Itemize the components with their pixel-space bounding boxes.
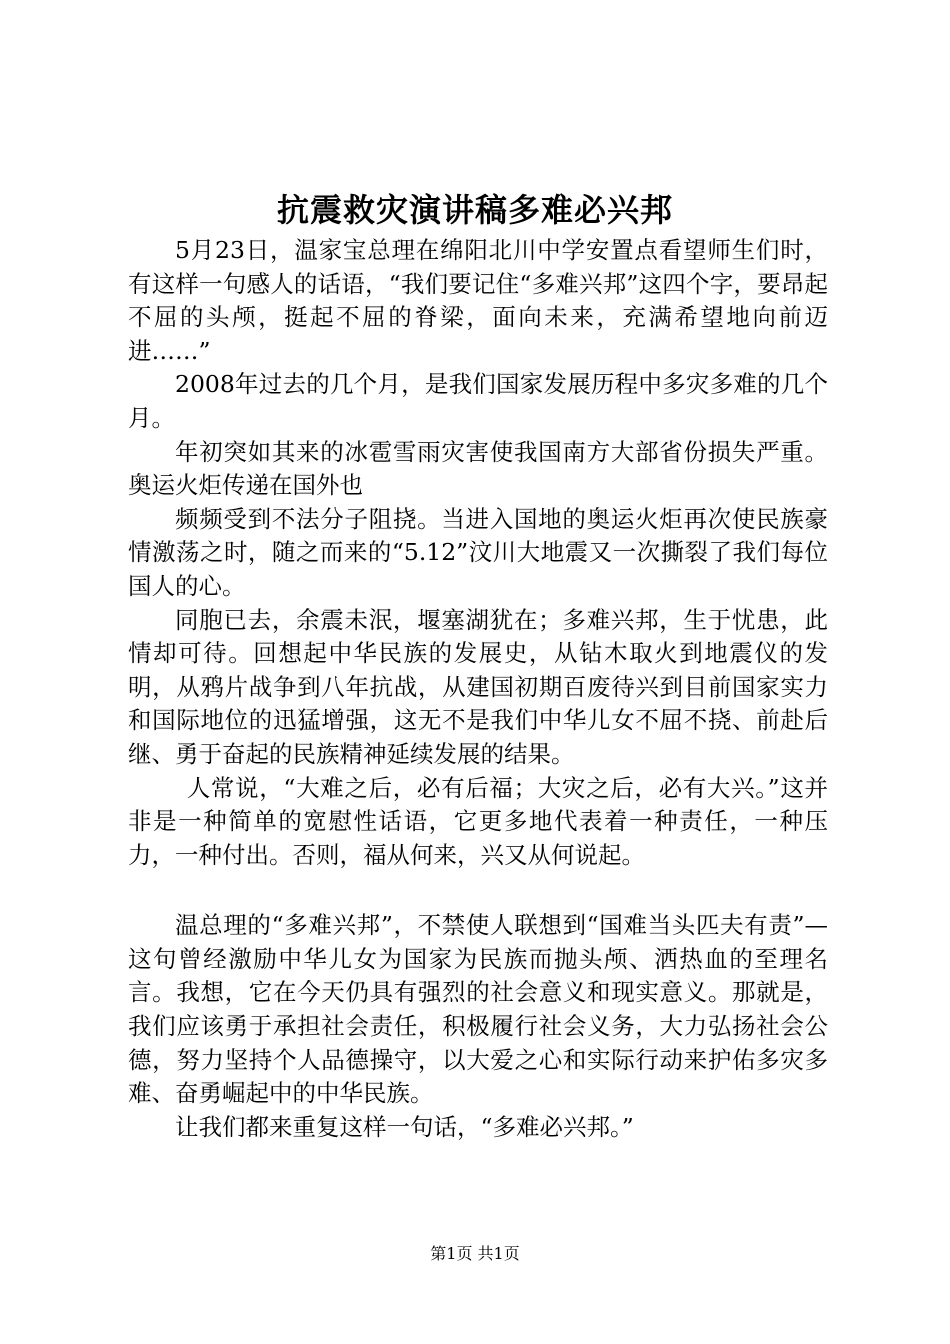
paragraph-2: 2008年过去的几个月，是我们国家发展历程中多灾多难的几个月。	[128, 370, 828, 432]
paragraph-6: 人常说，“大难之后，必有后福；大灾之后，必有大兴。”这并非是一种简单的宽慰性话语，它更多地代表着一种责任，一种压力，一种付出。否则，福从何来，兴又从何说起。	[128, 773, 828, 869]
document-body	[128, 234, 828, 1144]
page-footer: 第1页 共1页	[430, 1244, 520, 1263]
paragraph-gap	[128, 872, 828, 909]
document-title: 抗震救灾演讲稿多难必兴邦	[276, 191, 673, 229]
paragraph-8: 让我们都来重复这样一句话，“多难必兴邦。”	[175, 1112, 634, 1141]
paragraph-1: 5月23日，温家宝总理在绵阳北川中学安置点看望师生们时，有这样一句感人的话语，“我们要记住“多难兴邦”这四个字，要昂起不屈的头颅，挺起不屈的脊梁，面向未来，充满希望地向前迈进……”	[128, 236, 828, 365]
paragraph-7: 温总理的“多难兴邦”，不禁使人联想到“国难当头匹夫有责”—这句曾经激励中华儿女为国家为民族而抛头颅、洒热血的至理名言。我想，它在今天仍具有强烈的社会意义和现实意义。那就是，我们应该勇于承担社会责任，积极履行社会义务，大力弘扬社会公德，努力坚持个人品德操守，以大爱之心和实际行动来护佑多灾多难、奋勇崛起中的中华民族。	[128, 911, 828, 1108]
paragraph-5: 同胞已去，余震未泯，堰塞湖犹在；多难兴邦，生于忧患，此情却可待。回想起中华民族的发展史，从钻木取火到地震仪的发明，从鸦片战争到八年抗战，从建国初期百废待兴到目前国家实力和国际地位的迅猛增强，这无不是我们中华儿女不屈不挠、前赴后继、勇于奋起的民族精神延续发展的结果。	[128, 605, 828, 768]
paragraph-3: 年初突如其来的冰雹雪雨灾害使我国南方大部省份损失严重。奥运火炬传递在国外也	[128, 437, 828, 500]
paragraph-4: 频频受到不法分子阻挠。当进入国地的奥运火炬再次使民族豪情激荡之时，随之而来的“5.12”汶川大地震又一次撕裂了我们每位国人的心。	[128, 504, 828, 600]
